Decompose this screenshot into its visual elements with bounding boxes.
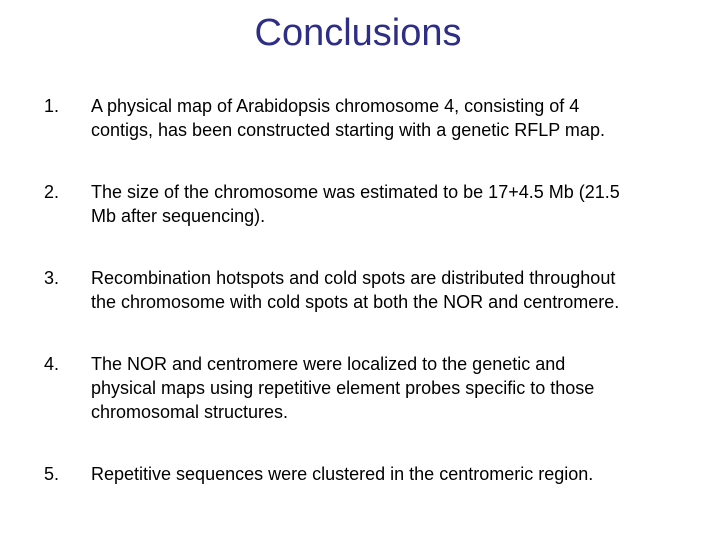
- list-item-text: [91, 462, 691, 486]
- text-line: contigs, has been constructed starting with a genetic RFLP map.: [91, 120, 605, 140]
- text-line: Recombination hotspots and cold spots are distributed throughout: [91, 268, 616, 288]
- text-line: the chromosome with cold spots at both the NOR and centromere.: [91, 292, 620, 312]
- text-line: A physical map of Arabidopsis chromosome 4, consisting of 4: [91, 96, 580, 116]
- text-line: The size of the chromosome was estimated to be 17+4.5 Mb (21.5: [91, 182, 620, 202]
- list-item-text: [91, 266, 691, 314]
- list-number: 3.: [44, 268, 60, 288]
- list-number: 4.: [44, 354, 60, 374]
- list-item-text: [91, 180, 691, 228]
- list-number: 2.: [44, 182, 60, 202]
- list-number: 1.: [44, 96, 60, 116]
- text-line: The NOR and centromere were localized to the genetic and: [91, 354, 566, 374]
- list-item-text: [91, 94, 691, 142]
- page-title: Conclusions: [254, 12, 462, 54]
- text-line: chromosomal structures.: [91, 402, 289, 422]
- text-line: physical maps using repetitive element probes specific to those: [91, 378, 595, 398]
- text-line: Repetitive sequences were clustered in the centromeric region.: [91, 464, 594, 484]
- list-number: 5.: [44, 464, 60, 484]
- text-line: Mb after sequencing).: [91, 206, 266, 226]
- list-item-text: [91, 352, 691, 424]
